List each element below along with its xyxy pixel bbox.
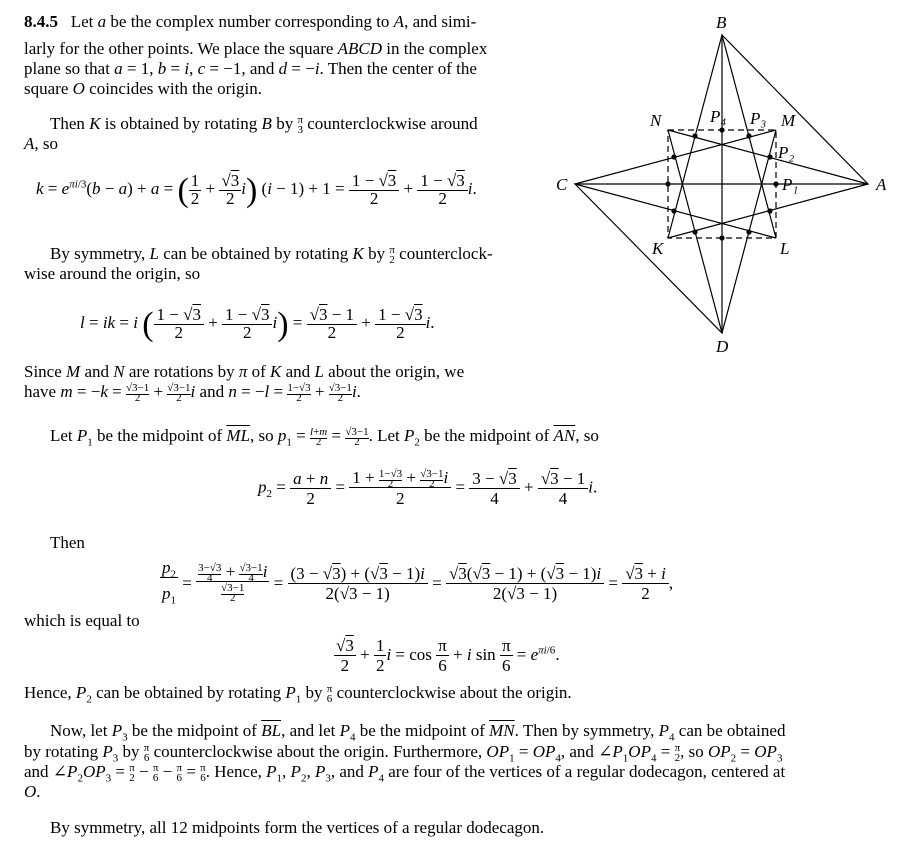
label-l: L	[780, 239, 790, 258]
problem-intro-line-1	[24, 12, 476, 32]
label-m: M	[781, 111, 796, 130]
then-label: Then	[50, 533, 85, 552]
equation-p2: $p_2 = a + n$ 2 = 1 + 1−√3 2 + √3−1 2 i 2 = 3 − √3 4 + √3 − 1 4i.	[258, 468, 598, 509]
l-paragraph-line-1: By symmetry, L can be obtained by rotating K by π 2 counterclock-	[50, 244, 493, 267]
label-d: D	[716, 337, 729, 356]
now-line-2: by rotating $P_3$ by π 6 counterclockwise about the origin. Furthermore, $OP_1 = OP_4$, and $\angle P_1OP_4 = \pi$ 2, so $OP_2 = OP_3$	[24, 742, 783, 765]
label-c: C	[556, 175, 568, 194]
label-b: B	[716, 13, 727, 32]
midpoint-p3	[746, 133, 751, 138]
now-line-3: and $\angle P_2OP_3 = \pi$ 2 − π 6 − π 6 = π 6. Hence, $P_1$, $P_2$, $P_3$, and $P_4$ are four of the vertices of a regular dodecagon, centered at	[24, 762, 786, 785]
mn-line-2: have m = −k = √3−1 2 + √3−1 2 i and n = −l = 1−√3 2 + √3−1 2 i.	[24, 382, 361, 405]
label-p2: P₂	[778, 143, 795, 162]
p1-line: Let $P_1$ be the midpoint of $\overline{ML}$, so $p_1 = l+m$ 2 = √3−1 2 . Let $P_2$ be the midpoint of $\overline{AN}$, so	[50, 426, 599, 449]
label-n: N	[650, 111, 662, 130]
label-p4: P₄	[710, 107, 727, 126]
final-line: By symmetry, all 12 midpoints form the vertices of a regular dodecagon.	[50, 818, 545, 837]
midpoint-10	[719, 235, 724, 240]
equation-l: l = ik = i ( 1 − √3 2 + 1 − √3 2i) = √3 − 1 2 + 1 − √3 2i.	[80, 305, 435, 343]
midpoint-9	[692, 229, 697, 234]
midpoint-p4	[719, 127, 724, 132]
label-a: A	[876, 175, 887, 194]
problem-intro-line-3: plane so that a = 1, b = i, c = −1, and d = −i. Then the center of the	[24, 59, 477, 78]
label-p3: P₃	[750, 109, 767, 128]
square-abcd	[575, 35, 868, 333]
now-line-4: O.	[24, 782, 41, 801]
problem-number: 8.4.5	[24, 12, 58, 31]
l-paragraph-line-2: wise around the origin, so	[24, 264, 201, 283]
hence-line: Hence, $P_2$ can be obtained by rotating $P_1$ by π 6 counterclockwise about the origin.	[24, 683, 572, 706]
equation-k: $k = e^{\pi i/3}(b - a) + a$ = ( 1 2 + √3 2i) (i − 1) + 1 = 1 − √3 2 + 1 − √3 2i.	[36, 171, 477, 209]
label-k: K	[652, 239, 664, 258]
label-p1: P₁	[782, 175, 799, 194]
equation-cos: √3 2 + 1 2i = cos π 6 + i sin π $6 = e^{\pi i/6}$.	[336, 636, 560, 675]
midpoint-12	[767, 208, 772, 213]
problem-intro-line-2: larly for the other points. We place the square ABCD in the complex	[24, 39, 488, 58]
midpoint-6	[671, 154, 676, 159]
midpoint-8	[671, 208, 676, 213]
which-label: which is equal to	[24, 611, 140, 630]
midpoint-11	[746, 229, 751, 234]
now-line-1: Now, let $P_3$ be the midpoint of $\overline{BL}$, and let $P_4$ be the midpoint of $\overline{MN}$. Then by symmetry, $P_4$ can be obtained	[50, 721, 786, 744]
midpoint-7	[665, 181, 670, 186]
midpoint-p2	[767, 154, 772, 159]
intro-text-1: Let a be the complex number corresponding to A, and simi-	[62, 12, 477, 31]
k-paragraph-line-1: Then K is obtained by rotating B by π 3 counterclockwise around	[50, 114, 478, 137]
geometry-figure	[548, 8, 908, 358]
k-paragraph-line-2: A, so	[24, 134, 59, 153]
mn-line-1: Since M and N are rotations by π of K and L about the origin, we	[24, 362, 465, 381]
midpoint-p1	[773, 181, 778, 186]
equation-ratio: $p_2$ $p_1 = 3-√3$ 4 + √3−1 4 i √3−1 2 = (3 − √3) + (√3 − 1)i 2(√3 − 1) = √3(√3 − 1) + (√3 − 1)i 2(√3 − 1) = √3 + i 2,	[162, 558, 674, 607]
midpoint-5	[692, 133, 697, 138]
problem-intro-line-4: square O coincides with the origin.	[24, 79, 262, 98]
